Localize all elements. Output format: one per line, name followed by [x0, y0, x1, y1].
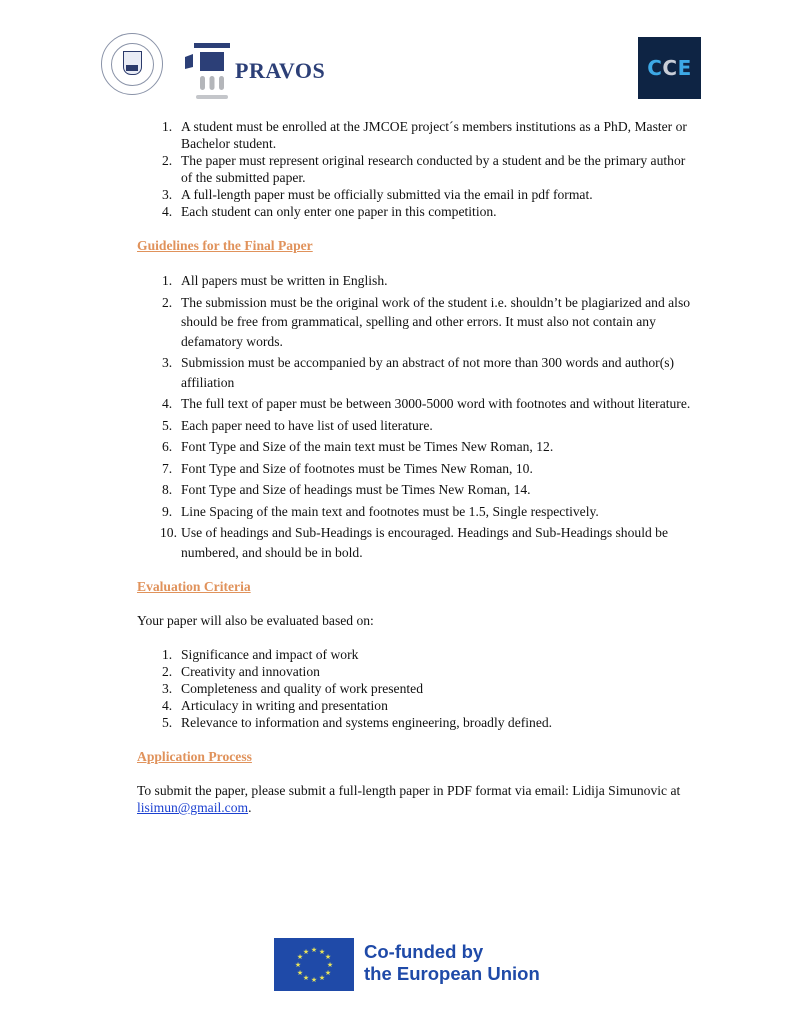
pravos-logo-text: PRAVOS — [235, 58, 326, 83]
list-item: 6. Font Type and Size of the main text must be Times New Roman, 12. — [162, 439, 554, 454]
cce-letter-c1: C — [647, 56, 663, 80]
svg-text:★: ★ — [318, 974, 326, 982]
list-item: 1. A student must be enrolled at the JMCOE project´s members institutions as a PhD, Master or Bachelor student. — [162, 119, 687, 151]
list-item: 9. Line Spacing of the main text and footnotes must be 1.5, Single respectively. — [162, 503, 599, 519]
list-item: 7. Font Type and Size of footnotes must be Times New Roman, 10. — [162, 460, 533, 476]
document-body — [137, 118, 697, 816]
pravos-pillar-icon — [184, 43, 234, 101]
svg-text:★: ★ — [310, 976, 318, 984]
cce-letter-c2: C — [662, 56, 678, 80]
svg-text:★: ★ — [294, 961, 302, 969]
list-item: 1. Significance and impact of work — [162, 647, 359, 662]
eligibility-list — [137, 118, 697, 220]
application-text-end: . — [248, 800, 252, 815]
svg-text:★: ★ — [296, 969, 304, 977]
svg-text:★: ★ — [318, 948, 326, 956]
svg-text:★: ★ — [324, 953, 332, 961]
list-item: 2. The submission must be the original work of the student i.e. shouldn’t be plagiarized and also should be free from grammatical, spelling and other errors. It must also not contain any defamatory words. — [162, 294, 691, 349]
list-item: 1. All papers must be written in English. — [162, 273, 388, 288]
svg-text:★: ★ — [326, 961, 334, 969]
evaluation-list — [137, 646, 697, 731]
guidelines-heading: Guidelines for the Final Paper — [137, 238, 313, 253]
list-item: 4. Each student can only enter one paper in this competition. — [162, 204, 497, 219]
guidelines-list — [137, 271, 697, 562]
list-item: 2. Creativity and innovation — [162, 664, 320, 679]
list-item: 4. Articulacy in writing and presentation — [162, 698, 388, 713]
list-item: 5. Relevance to information and systems engineering, broadly defined. — [162, 715, 553, 730]
email-link[interactable]: lisimun@gmail.com — [137, 800, 249, 815]
application-text — [137, 782, 697, 816]
evaluation-heading: Evaluation Criteria — [137, 579, 251, 594]
svg-text:★: ★ — [302, 974, 310, 982]
list-item: 2. The paper must represent original research conducted by a student and be the primary author of the submitted paper. — [162, 153, 686, 185]
list-item: 3. A full-length paper must be officially submitted via the email in pdf format. — [162, 187, 593, 202]
svg-text:★: ★ — [310, 946, 318, 954]
list-item: 5. Each paper need to have list of used literature. — [162, 417, 433, 433]
application-text-body: To submit the paper, please submit a full-length paper in PDF format via email: Lidija Simunovic at — [137, 783, 681, 798]
cce-letter-e: E — [677, 56, 692, 80]
list-item: 8. Font Type and Size of headings must be Times New Roman, 14. — [162, 482, 531, 497]
svg-text:★: ★ — [324, 969, 332, 977]
svg-text:★: ★ — [296, 953, 304, 961]
university-seal-icon — [101, 33, 163, 95]
cce-logo-icon — [638, 37, 701, 99]
eu-cofunded-text — [364, 941, 540, 985]
list-item: 3. Submission must be accompanied by an abstract of not more than 300 words and author(s) affiliation — [162, 355, 675, 390]
list-item: 3. Completeness and quality of work presented — [162, 681, 423, 696]
evaluation-intro: Your paper will also be evaluated based on: — [137, 613, 374, 628]
eu-text-line1: Co-funded by — [364, 941, 484, 962]
eu-text-line2: the European Union — [364, 963, 540, 984]
eu-flag-icon — [274, 938, 354, 991]
list-item: 10. Use of headings and Sub-Headings is encouraged. Headings and Sub-Headings should be numbered, and should be in bold. — [160, 525, 669, 560]
seal-shield — [123, 51, 142, 75]
list-item: 4. The full text of paper must be between 3000-5000 word with footnotes and without literature. — [162, 396, 691, 411]
svg-text:★: ★ — [302, 948, 310, 956]
application-heading: Application Process — [137, 749, 252, 764]
